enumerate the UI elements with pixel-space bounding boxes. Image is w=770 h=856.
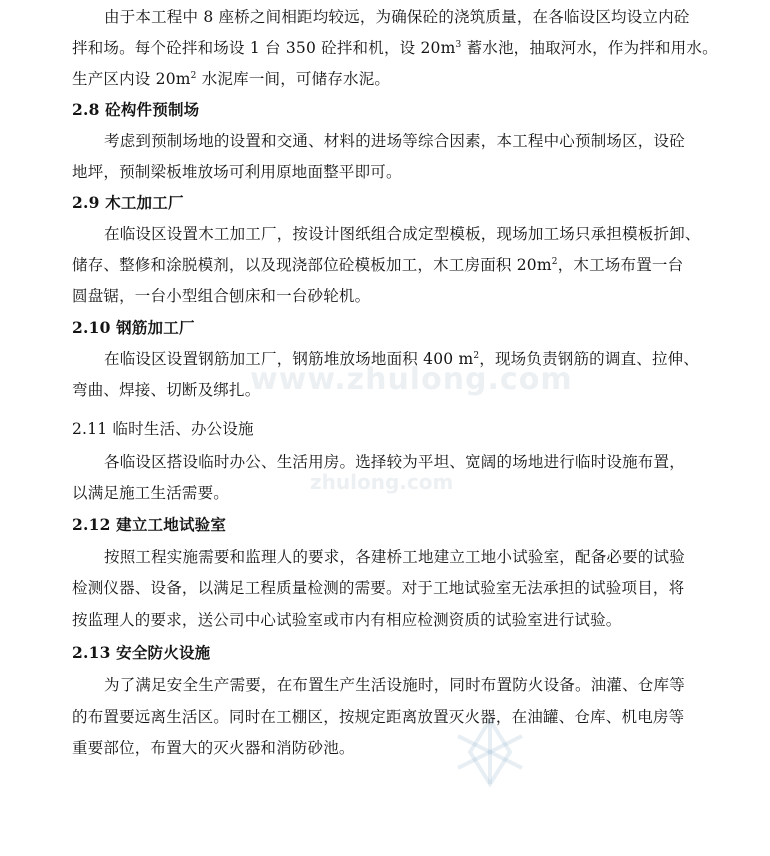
paragraph-line: 为了满足安全生产需要，在布置生产生活设施时，同时布置防火设备。油灌、仓库等 bbox=[104, 676, 685, 694]
section-heading-2-13: 2.13 安全防火设施 bbox=[72, 643, 211, 662]
paragraph-line: 生产区内设 $20m^2$ 水泥库一间，可储存水泥。 bbox=[72, 70, 391, 88]
paragraph-line: 储存、整修和涂脱模剂，以及现浇部位砼模板加工，木工房面积 $20m^2$，木工场布置一台 bbox=[72, 256, 684, 274]
paragraph-line: 地坪，预制梁板堆放场可利用原地面整平即可。 bbox=[72, 163, 402, 181]
section-heading-2-8: 2.8 砼构件预制场 bbox=[72, 100, 200, 119]
paragraph-line: 以满足施工生活需要。 bbox=[72, 484, 230, 502]
paragraph-line: 考虑到预制场地的设置和交通、材料的进场等综合因素，本工程中心预制场区，设砼 bbox=[104, 132, 685, 150]
paragraph-line: 重要部位，布置大的灭火器和消防砂池。 bbox=[72, 739, 355, 757]
paragraph-line: 在临设区设置钢筋加工厂，钢筋堆放场地面积 400 $m^2$，现场负责钢筋的调直、拉伸、 bbox=[104, 350, 700, 368]
paragraph-line: 各临设区搭设临时办公、生活用房。选择较为平坦、宽阔的场地进行临时设施布置， bbox=[104, 453, 685, 471]
paragraph-line: 圆盘锯，一台小型组合刨床和一台砂轮机。 bbox=[72, 287, 371, 305]
section-heading-2-11: 2.11 临时生活、办公设施 bbox=[72, 420, 254, 438]
paragraph-line: 检测仪器、设备，以满足工程质量检测的需要。对于工地试验室无法承担的试验项目，将 bbox=[72, 579, 685, 597]
paragraph-line: 弯曲、焊接、切断及绑扎。 bbox=[72, 381, 261, 399]
paragraph-line: 由于本工程中 8 座桥之间相距均较远，为确保砼的浇筑质量，在各临设区均设立内砼 bbox=[104, 8, 690, 26]
watermark-url: www.zhulong.com bbox=[250, 362, 573, 397]
paragraph-line: 按监理人的要求，送公司中心试验室或市内有相应检测资质的试验室进行试验。 bbox=[72, 611, 622, 629]
paragraph-line: 在临设区设置木工加工厂，按设计图纸组合成定型模板，现场加工场只承担模板折卸、 bbox=[104, 225, 701, 243]
section-heading-2-9: 2.9 木工加工厂 bbox=[72, 193, 184, 212]
paragraph-line: 拌和场。每个砼拌和场设 1 台 350 砼拌和机，设 $20m^3$ 蓄水池，抽取河水，作为拌和用水。 bbox=[72, 39, 718, 57]
watermark-brand: zhulong.com bbox=[310, 470, 454, 494]
paragraph-line: 按照工程实施需要和监理人的要求，各建桥工地建立工地小试验室，配备必要的试验 bbox=[104, 548, 685, 566]
section-heading-2-12: 2.12 建立工地试验室 bbox=[72, 515, 227, 534]
section-heading-2-10: 2.10 钢筋加工厂 bbox=[72, 318, 195, 337]
paragraph-line: 的布置要远离生活区。同时在工棚区，按规定距离放置灭火器，在油罐、仓库、机电房等 bbox=[72, 708, 685, 726]
